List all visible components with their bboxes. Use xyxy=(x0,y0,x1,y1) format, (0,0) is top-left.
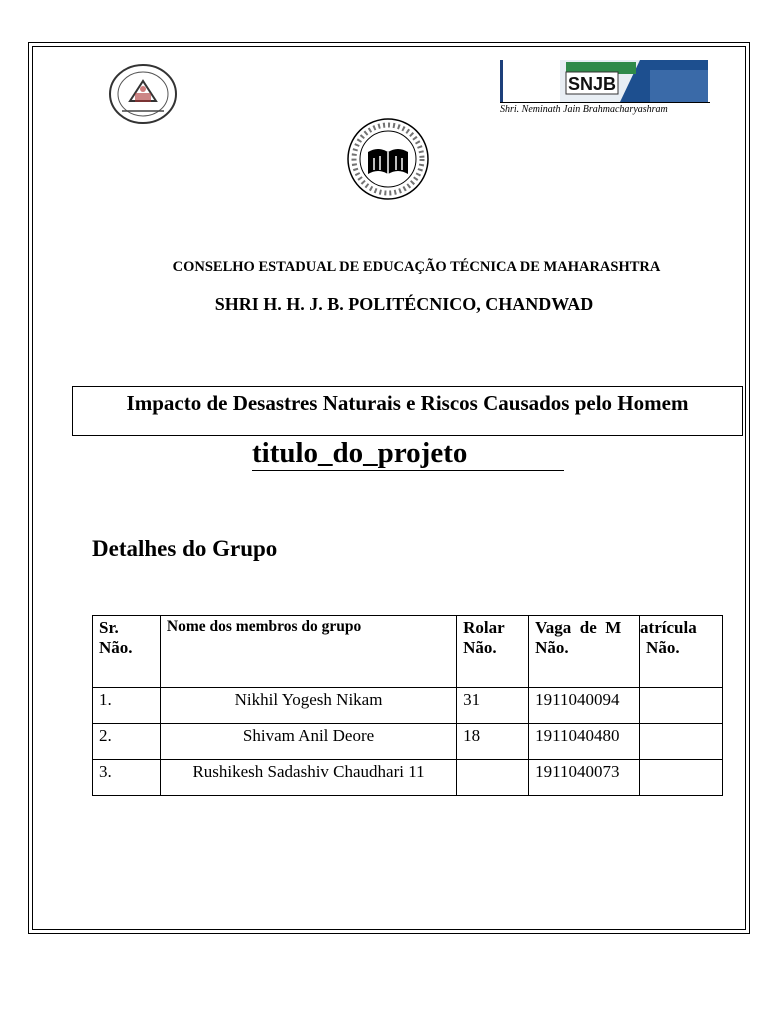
header-vaga-line2: Não. xyxy=(535,638,569,657)
row-name: Shivam Anil Deore xyxy=(160,724,456,760)
snjb-logo-text: SNJB xyxy=(568,74,617,94)
snjb-caption: Shri. Neminath Jain Brahmacharyashram xyxy=(500,102,710,115)
row-sr: 3. xyxy=(93,760,161,796)
board-heading: CONSELHO ESTADUAL DE EDUCAÇÃO TÉCNICA DE MAHARASHTRA xyxy=(172,259,661,275)
row-sr: 1. xyxy=(93,688,161,724)
header-vaga xyxy=(529,616,640,688)
board-seal-icon xyxy=(346,118,430,200)
header-vaga-line1: Vaga de M xyxy=(535,618,622,637)
table-row xyxy=(93,724,723,760)
row-extra xyxy=(640,760,723,796)
header-sr-line2: Não. xyxy=(99,638,133,657)
header-roll xyxy=(457,616,529,688)
row-roll: 31 xyxy=(457,688,529,724)
header-enroll-line2: Não. xyxy=(646,638,680,657)
row-name: Nikhil Yogesh Nikam xyxy=(160,688,456,724)
subject-box xyxy=(72,386,743,436)
subject-title: Impacto de Desastres Naturais e Riscos Causados pelo Homem xyxy=(126,391,689,415)
table-row xyxy=(93,688,723,724)
row-name: Rushikesh Sadashiv Chaudhari 11 xyxy=(160,760,456,796)
row-roll: 18 xyxy=(457,724,529,760)
row-extra xyxy=(640,688,723,724)
table-header-row xyxy=(93,616,723,688)
header-sr-line1: Sr. xyxy=(99,618,119,637)
institute-emblem-icon xyxy=(108,63,178,125)
header-enroll xyxy=(640,616,723,688)
row-sr: 2. xyxy=(93,724,161,760)
row-enrollment: 1911040094 xyxy=(529,688,640,724)
group-heading: Detalhes do Grupo xyxy=(92,536,278,561)
header-sr xyxy=(93,616,161,688)
project-title: titulo_do_projeto xyxy=(252,436,564,471)
group-table xyxy=(92,615,723,796)
table-row xyxy=(93,760,723,796)
college-heading: SHRI H. H. J. B. POLITÉCNICO, CHANDWAD xyxy=(214,294,594,314)
row-extra xyxy=(640,724,723,760)
header-name: Nome dos membros do grupo xyxy=(160,616,456,688)
header-roll-line1: Rolar xyxy=(463,618,505,637)
row-roll xyxy=(457,760,529,796)
header-enroll-line1: atrícula xyxy=(640,618,697,637)
header-roll-line2: Não. xyxy=(463,638,497,657)
row-enrollment: 1911040073 xyxy=(529,760,640,796)
row-enrollment: 1911040480 xyxy=(529,724,640,760)
snjb-logo xyxy=(500,60,710,116)
